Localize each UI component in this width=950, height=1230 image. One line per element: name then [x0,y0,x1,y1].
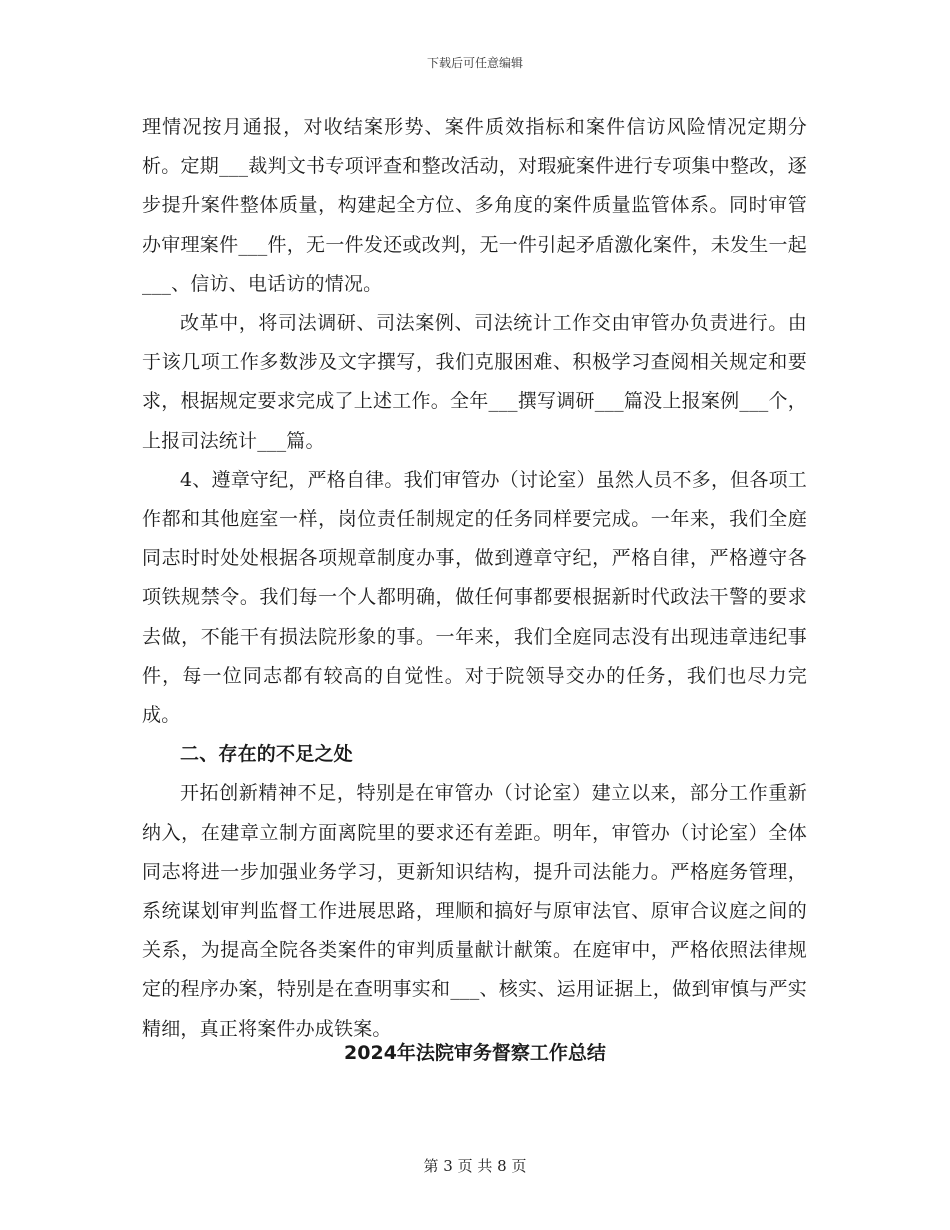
document-body [142,108,807,1049]
page-header: 下载后可任意编辑 [426,56,523,70]
paragraph-2: 改革中，将司法调研、司法案例、司法统计工作交由审管办负责进行。由于该几项工作多数涉及文字撰写，我们克服困难、积极学习查阅相关规定和要求，根据规定要求完成了上述工作。全年___撰写调研___篇没上报案例___个，上报司法统计___篇。 [142,312,807,452]
paragraph-1: 理情况按月通报，对收结案形势、案件质效指标和案件信访风险情况定期分析。定期___裁判文书专项评查和整改活动，对瑕疵案件进行专项集中整改，逐步提升案件整体质量，构建起全方位、多角度的案件质量监管体系。同时审管办审理案件___件，无一件发还或改判，无一件引起矛盾激化案件，未发生一起___、信访、电话访的情况。 [142,116,807,295]
paragraph-3: 4、遵章守纪，严格自律。我们审管办（讨论室）虽然人员不多，但各项工作都和其他庭室一样，岗位责任制规定的任务同样要完成。一年来，我们全庭同志时时处处根据各项规章制度办事，做到遵章守纪，严格自律，严格遵守各项铁规禁令。我们每一个人都明确，做任何事都要根据新时代政法干警的要求去做，不能干有损法院形象的事。一年来，我们全庭同志没有出现违章违纪事件，每一位同志都有较高的自觉性。对于院领导交办的任务，我们也尽力完成。 [142,468,807,727]
document-title: 2024年法院审务督察工作总结 [344,1042,606,1064]
section-heading: 二、存在的不足之处 [180,743,353,766]
paragraph-4: 开拓创新精神不足，特别是在审管办（讨论室）建立以来，部分工作重新纳入，在建章立制方面离院里的要求还有差距。明年，审管办（讨论室）全体同志将进一步加强业务学习，更新知识结构，提升司法能力。严格庭务管理，系统谋划审判监督工作进展思路，理顺和搞好与原审法官、原审合议庭之间的关系，为提高全院各类案件的审判质量献计献策。在庭审中，严格依照法律规定的程序办案，特别是在查明事实和___、核实、运用证据上，做到审慎与严实精细，真正将案件办成铁案。 [142,782,807,1040]
page-footer: 第 3 页 共 8 页 [423,1157,527,1175]
